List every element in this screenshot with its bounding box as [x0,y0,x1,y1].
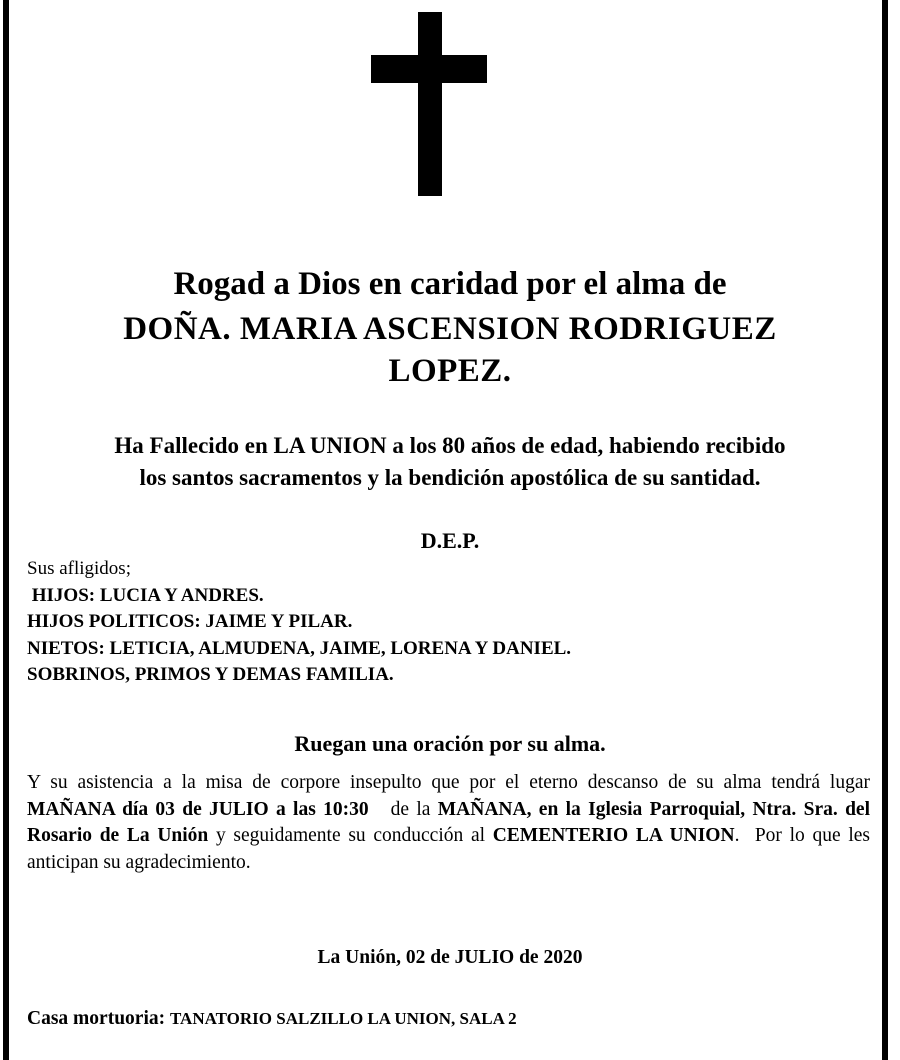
family-row-children-in-law: HIJOS POLITICOS: JAIME Y PILAR. [27,611,353,632]
mass-church: MAÑANA, en la Iglesia Parroquial, Ntra. Sra. del Rosario de La Unión [27,798,870,846]
prayer-request: Ruegan una oración por su alma. [294,731,606,756]
death-announcement-line-1: Ha Fallecido en LA UNION a los 80 años de edad, habiendo recibido [114,433,786,458]
family-list [27,556,867,689]
latin-cross-icon [0,0,900,230]
deceased-name-line-2: LOPEZ. [388,353,512,389]
family-heading: Sus afligidos; [27,558,131,579]
deceased-name-line-1: DOÑA. MARIA ASCENSION RODRIGUEZ [123,311,777,347]
mass-text-4: . Por lo que les anticipan su agradecimiento. [27,825,875,873]
family-row-children: HIJOS: LUCIA Y ANDRES. [27,584,264,606]
deceased-name [0,308,900,392]
mass-text-1: Y su asistencia a la misa de corpore insepulto que por el eterno descanso de su alma tendrá lugar [27,772,870,793]
mass-cemetery: CEMENTERIO LA UNION [492,825,735,846]
funeral-home-value: TANATORIO SALZILLO LA UNION, SALA 2 [169,1009,517,1028]
mass-date-time: MAÑANA día 03 de JULIO a las 10:30 [27,798,369,820]
date-line: La Unión, 02 de JULIO de 2020 [317,947,583,968]
family-row-relatives: SOBRINOS, PRIMOS Y DEMAS FAMILIA. [27,664,394,685]
death-announcement-line-2: los santos sacramentos y la bendición apostólica de su santidad. [139,465,761,490]
dep-text: D.E.P. [420,528,480,553]
mass-text-3: y seguidamente su conducción al [208,825,493,846]
mass-text-2: de la [368,798,438,820]
cross-horizontal-beam [371,55,487,83]
mass-details [27,770,875,876]
funeral-home-label: Casa mortuoria: [27,1008,170,1029]
cross-vertical-beam [418,12,442,196]
funeral-home [27,1005,870,1033]
invocation-text: Rogad a Dios en caridad por el alma de [173,266,727,302]
family-row-grandchildren: NIETOS: LETICIA, ALMUDENA, JAIME, LORENA Y DANIEL. [27,637,572,659]
death-announcement [0,430,900,494]
